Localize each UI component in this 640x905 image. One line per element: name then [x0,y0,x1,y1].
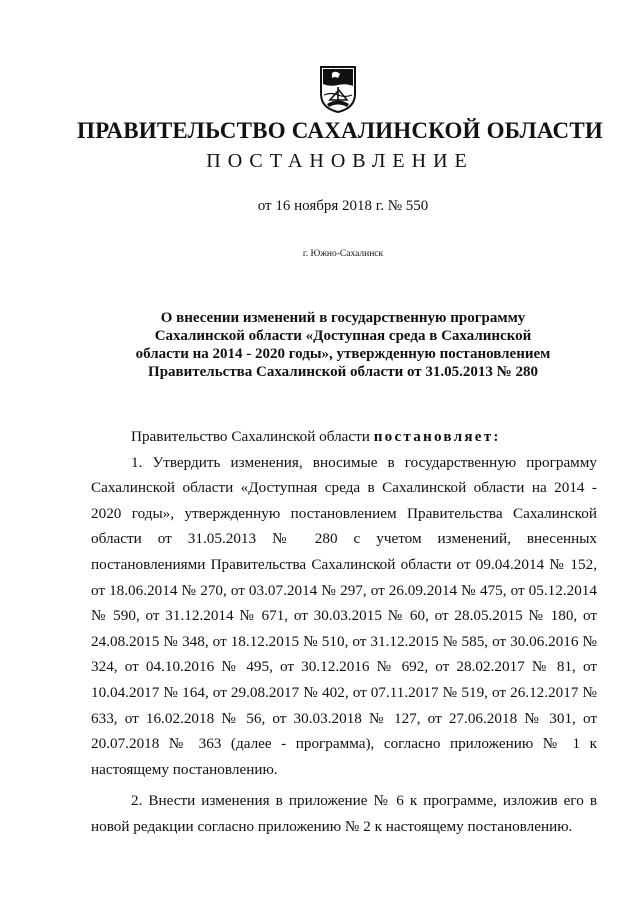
document-type: ПОСТАНОВЛЕНИЕ [206,150,474,172]
decree-date-number: от 16 ноября 2018 г. № 550 [257,198,429,214]
decree-keyword: постановляет: [373,428,501,445]
paragraph-2: 2. Внести изменения в приложение № 6 к программе, изложив его в новой редакции согласно приложению № 2 к настоящему постановлению. [91,792,597,835]
subject-line: области на 2014 - 2020 годы», утвержденную постановлением [135,346,551,362]
intro-text: Правительство Сахалинской области [131,428,374,445]
government-title: ПРАВИТЕЛЬСТВО САХАЛИНСКОЙ ОБЛАСТИ [77,118,603,143]
subject-line: Сахалинской области «Доступная среда в Сахалинской [154,328,532,344]
coat-of-arms-icon [318,64,358,114]
decree-subject [100,309,586,381]
paragraph-1: 1. Утвердить изменения, вносимые в государственную программу Сахалинской области «Доступная среда в Сахалинской области на 2014 - 2020 годы», утвержденную постановлением Правительства Сахалинской области от 31.05.2013 № 280 с учетом изменений, внесенных постановлениями Правительства Сахалинской области от 09.04.2014 № 152, от 18.06.2014 № 270, от 03.07.2014 № 297, от 26.09.2014 № 475, от 05.12.2014 № 590, от 31.12.2014 № 671, от 30.03.2015 № 60, от 28.05.2015 № 180, от 24.08.2015 № 348, от 18.12.2015 № 510, от 31.12.2015 № 585, от 30.06.2016 № 324, от 04.10.2016 № 495, от 30.12.2016 № 692, от 28.02.2017 № 81, от 10.04.2017 № 164, от 29.08.2017 № 402, от 07.11.2017 № 519, от 26.12.2017 № 633, от 16.02.2018 № 56, от 30.03.2018 № 127, от 27.06.2018 № 301, от 20.07.2018 № 363 (далее - программа), согласно приложению № 1 к настоящему постановлению. [91,453,597,778]
subject-line: Правительства Сахалинской области от 31.05.2013 № 280 [148,364,538,380]
decree-city: г. Южно-Сахалинск [302,249,384,259]
decree-body [91,424,597,840]
intro-line [91,424,597,450]
subject-line: О внесении изменений в государственную программу [160,310,526,326]
